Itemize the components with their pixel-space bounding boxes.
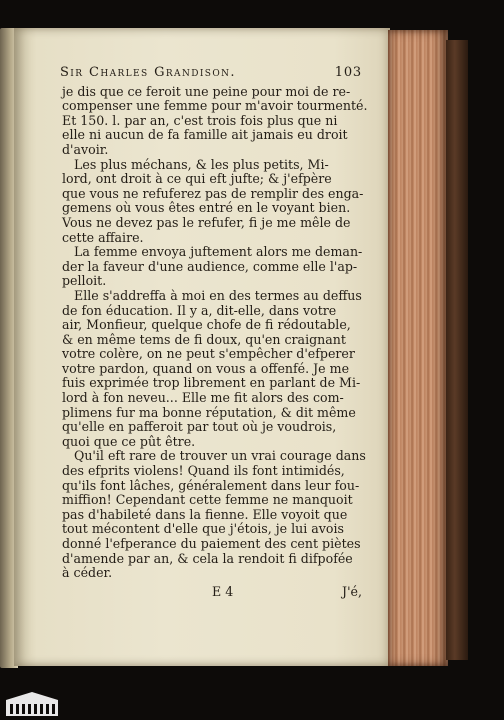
- text-line: tout mécontent d'elle que j'étois, je lui avois: [62, 521, 344, 537]
- page-block-edges: [388, 30, 448, 666]
- text-line: je dis que ce feroit une peine pour moi de re-: [62, 83, 351, 99]
- text-line: de fon éducation. Il y a, dit-elle, dans votre: [62, 302, 337, 318]
- text-line: quoi que ce pût être.: [62, 433, 196, 449]
- text-line: plimens fur ma bonne réputation, & dit même: [62, 404, 356, 420]
- signature-mark: E 4: [212, 583, 234, 599]
- text-line: qu'ils font lâches, généralement dans leur fou-: [62, 477, 360, 493]
- text-line: lord, ont droit à ce qui eft jufte; & j'efpère: [62, 171, 332, 187]
- text-line: que vous ne refuferez pas de remplir des enga-: [62, 185, 364, 201]
- text-line: d'amende par an, & cela la rendoit fi difpofée: [62, 550, 353, 566]
- book-cover-edge: [446, 40, 468, 660]
- text-line: & en même tems de fi doux, qu'en craignant: [62, 331, 346, 347]
- text-line: La femme envoya juftement alors me deman-: [74, 244, 363, 260]
- text-line: lord à fon neveu... Elle me fit alors des com-: [62, 390, 344, 406]
- text-line: d'avoir.: [62, 141, 109, 157]
- body-text: [62, 83, 368, 581]
- text-line: à céder.: [62, 565, 113, 581]
- text-line: votre pardon, quand on vous a offenfé. Je me: [62, 360, 350, 376]
- text-line: miffion! Cependant cette femme ne manquoit: [62, 492, 353, 508]
- text-line: donné l'efperance du paiement des cent piètes: [62, 536, 361, 551]
- text-line: votre colère, on ne peut s'empêcher d'efperer: [62, 346, 355, 362]
- text-line: qu'elle en pafferoit par tout où je voudrois,: [62, 419, 337, 435]
- text-line: Elle s'addreffa à moi en des termes au deffus: [74, 287, 362, 303]
- text-line: gemens où vous êtes entré en le voyant bien.: [62, 200, 351, 216]
- text-line: Les plus méchans, & les plus petits, Mi-: [74, 156, 329, 172]
- library-building-icon: [4, 690, 60, 718]
- text-line: Qu'il eft rare de trouver un vrai courage dans: [74, 448, 366, 464]
- text-line: elle ni aucun de fa famille ait jamais eu droit: [62, 127, 348, 143]
- text-line: pas d'habileté dans la fienne. Elle voyoit que: [62, 506, 348, 522]
- page-footer: [62, 585, 362, 600]
- page-text: [60, 65, 368, 599]
- page-number: 103: [334, 65, 362, 80]
- text-line: fuis exprimée trop librement en parlant de Mi-: [62, 375, 361, 391]
- running-header: [60, 66, 362, 81]
- bottom-strip: [0, 690, 504, 720]
- text-line: Et 150. l. par an, c'est trois fois plus que ni: [62, 112, 338, 128]
- text-line: pelloit.: [62, 273, 107, 289]
- running-title: Sir Charles Grandison.: [60, 65, 236, 80]
- text-line: compenser une femme pour m'avoir tourmenté.: [62, 98, 368, 114]
- text-line: des efprits violens! Quand ils font intimidés,: [62, 463, 345, 479]
- text-line: der la faveur d'une audience, comme elle l'ap-: [62, 258, 358, 274]
- text-line: cette affaire.: [62, 229, 144, 245]
- catchword: J'é,: [342, 583, 362, 599]
- text-line: Vous ne devez pas le refufer, fi je me mêle de: [62, 214, 351, 230]
- text-line: air, Monfieur, quelque chofe de fi rédoutable,: [62, 317, 351, 333]
